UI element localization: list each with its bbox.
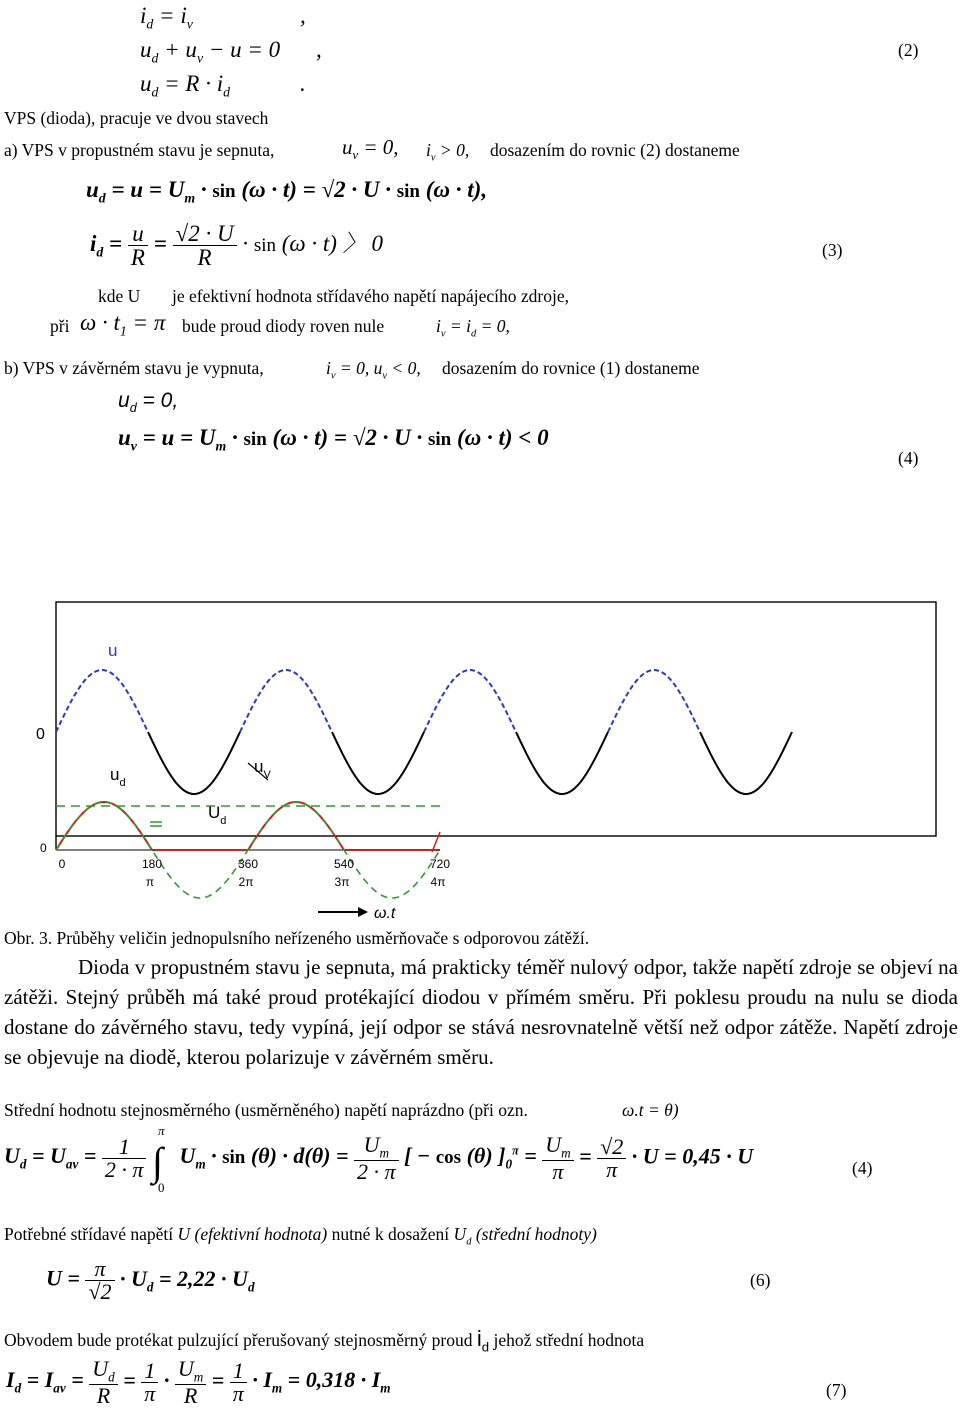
label-ud-mean: $U_d$ [208, 803, 227, 827]
mean-value-text: Střední hodnotu stejnosměrného (usměrněného) napětí naprázdno (při ozn. [4, 1100, 528, 1120]
eq2-line3-punct: . [300, 71, 306, 96]
eq2-line2: $u_d + u_v - u = 0$ [140, 37, 281, 66]
eq3-line2: $i_d$ = $\frac{u}{R}$ = $\frac{√2 \cdot U}{R}$ · sin (ω · t) 〉 0 [90, 221, 383, 270]
eq7-number: (7) [826, 1380, 847, 1400]
pri-label: při [50, 316, 70, 336]
label-uv: $u_V$ [254, 757, 271, 781]
need-text: Potřebné střídavé napětí U (efektivní hodnota) nutné k dosažení $U_d$ (střední hodnoty) [4, 1224, 597, 1248]
eq3-frac-u-r: $\frac{u}{R}$ [128, 222, 148, 269]
wave-ud [56, 802, 440, 850]
case-a-uv: $u_v = 0$, [342, 135, 399, 163]
tick-label: 0 [58, 857, 66, 871]
mean-value-substitution: ω.t = θ) [622, 1100, 679, 1120]
tick-label: 720 [429, 857, 451, 871]
case-a-iv: $i_v > 0$, [426, 140, 470, 164]
vps-intro: VPS (dioda), pracuje ve dvou stavech [4, 108, 269, 128]
axis-arrowhead [358, 907, 368, 917]
eq-mean: $U_d = U_{av}$ = $\frac{1}{2 \cdot \pi}$ ∫ π 0 $U_m \cdot \sin (\theta) \cdot d(\theta)$ = $\frac{U_m}{2 \cdot \pi}$ [ − cos (θ) ]$_0^\pi$ = $\frac{U_m}{\pi}$ = $\frac{√2}{\pi}$ · U = 0,45 · U [4, 1123, 754, 1196]
case-b-conditions: $i_v = 0$, $u_v < 0$, [326, 358, 421, 382]
wave-uv [148, 732, 792, 794]
pri-text: bude proud diody roven nule [182, 316, 385, 336]
axis-label: ω.t [374, 905, 396, 922]
eq2-line3: $u_d = R \cdot i_d$ [140, 71, 231, 100]
eq3-frac-sqrt2u-r: $\frac{√2 \cdot U}{R}$ [173, 222, 237, 269]
eq2-number: (2) [898, 40, 919, 60]
tick-pi-label: 4π [430, 875, 446, 889]
label-ud: $u_d$ [110, 765, 126, 789]
pri-currents: $i_v = i_d = 0$, [436, 316, 510, 340]
case-b-text-2: dosazením do rovnice (1) dostaneme [442, 358, 700, 378]
figure-frame-top [56, 602, 936, 836]
case-a-text: a) VPS v propustném stavu je sepnuta, [4, 140, 275, 160]
pri-expression: $\omega \cdot t_1 = \pi$ [80, 310, 166, 339]
eq2-line2-punct: , [316, 37, 322, 62]
kde-description: je efektivní hodnota střídavého napětí napájecího zdroje, [172, 286, 570, 306]
eq3-number: (3) [822, 240, 843, 260]
case-b-text: b) VPS v závěrném stavu je vypnuta, [4, 358, 264, 378]
label-u: u [108, 641, 118, 660]
eq3-line1: $u_d = u = U_m \cdot \sin (\omega \cdot t) = √2 \cdot U \cdot \sin (\omega \cdot t)$, [86, 177, 488, 206]
tick-label: 540 [333, 857, 355, 871]
eq2-line1-punct: , [300, 3, 306, 28]
tick-pi-label: 2π [238, 875, 254, 889]
label-zero-top: 0 [36, 726, 45, 743]
integral-sign: ∫ π 0 [151, 1123, 165, 1196]
circuit-text: Obvodem bude protékat pulzující přerušovaný stejnosměrný proud $i_d$ jehož střední hodnota [4, 1326, 645, 1355]
kde-u: kde U [98, 286, 141, 306]
eq4-line1: $u_d = 0$, [118, 389, 179, 416]
tick-label: 180 [141, 857, 163, 871]
eq6: U = $\frac{\pi}{√2}$ · $U_d = 2,22 \cdot U_d$ [46, 1256, 255, 1304]
eq4-number: (4) [898, 448, 919, 468]
explanation-paragraph: Dioda v propustném stavu je sepnuta, má prakticky téměř nulový odpor, takže napětí zdroje se objeví na zátěži. Stejný průběh má také proud protékající diodou v přímém směru. Při poklesu proudu na nulu se dioda dostane do závěrného stavu, tedy vypíná, její odpor se stává nesrovnatelně větší než odpor zátěže. Napětí zdroje se objevuje na diodě, kterou polarizuje v závěrném směru. [4, 955, 958, 1069]
eq7: $I_d = I_{av}$ = $\frac{U_d}{R}$ = $\frac{1}{\pi}$ · $\frac{U_m}{R}$ = $\frac{1}{\pi}$ · $I_m = 0,318 \cdot I_m$ [6, 1356, 391, 1408]
eq4-line2: $u_v = u = U_m \cdot \sin (\omega \cdot t) = √2 \cdot U \cdot \sin (\omega \cdot t) < 0$ [118, 425, 549, 454]
tick-label: 360 [237, 857, 259, 871]
tick-pi-label: 3π [334, 875, 350, 889]
eq6-number: (6) [750, 1270, 771, 1290]
eq-mean-number: (4) [852, 1158, 873, 1178]
eq2-line1: $i_d = i_v$ [140, 3, 193, 32]
figure-caption: Obr. 3. Průběhy veličin jednopulsního neřízeného usměrňovače s odporovou zátěží. [4, 928, 590, 948]
wave-u-dashed [56, 670, 700, 732]
tick-pi-label: π [145, 875, 155, 889]
waveform-figure [0, 600, 960, 930]
case-a-text-2: dosazením do rovnic (2) dostaneme [490, 140, 740, 160]
label-zero-bottom: 0 [40, 841, 47, 855]
